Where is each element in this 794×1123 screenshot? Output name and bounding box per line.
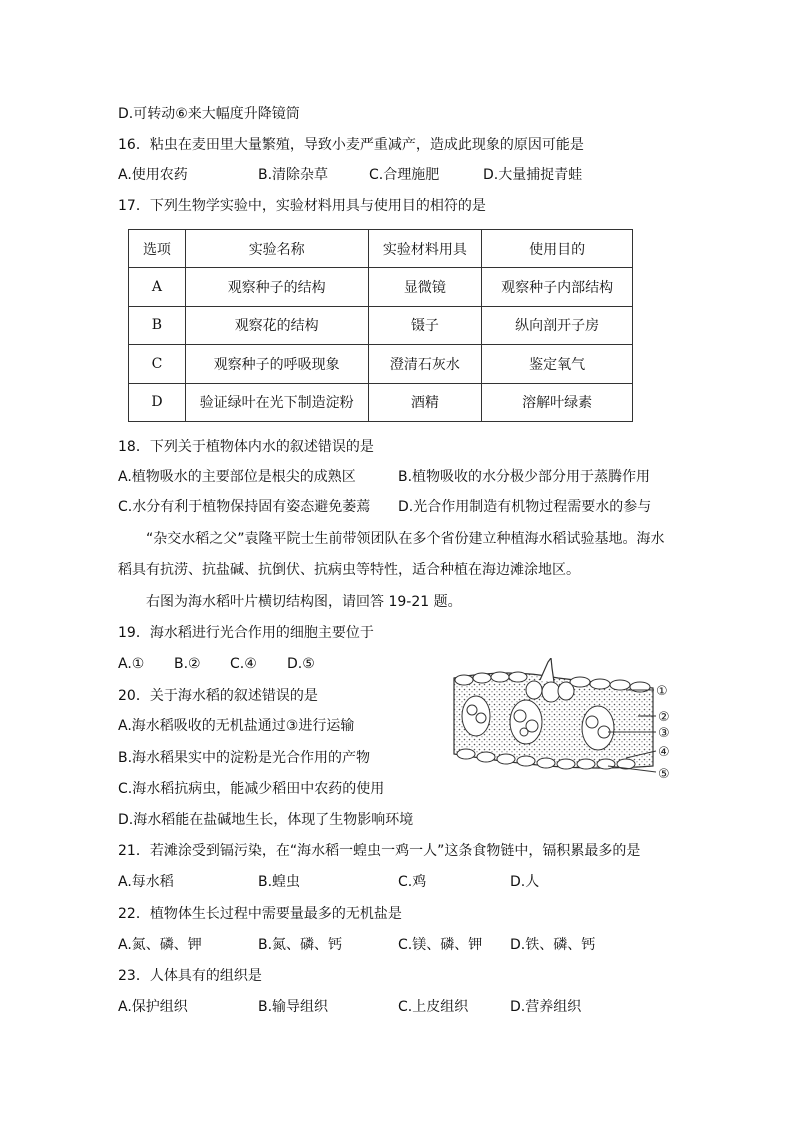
q18-option-d: D.光合作用制造有机物过程需要水的参与	[398, 499, 652, 515]
q19-option-a: A.①	[118, 656, 145, 672]
q17-stem: 17．下列生物学实验中，实验材料用具与使用目的相符的是	[118, 198, 486, 214]
q23-option-b: B.输导组织	[258, 999, 329, 1015]
q22-stem: 22．植物体生长过程中需要量最多的无机盐是	[118, 906, 402, 922]
table-cell: 纵向剖开子房	[482, 306, 633, 344]
q16-option-d: D.大量捕捉青蛙	[483, 167, 583, 183]
diagram-label-2: ②	[658, 710, 670, 725]
q16-option-c: C.合理施肥	[369, 167, 440, 183]
table-row	[129, 306, 633, 344]
table-cell: D	[129, 383, 186, 421]
passage-line-3: 右图为海水稻叶片横切结构图，请回答 19-21 题。	[146, 594, 462, 610]
q23-stem: 23．人体具有的组织是	[118, 968, 262, 984]
q20-option-d: D.海水稻能在盐碱地生长，体现了生物影响环境	[118, 812, 414, 828]
q23-option-d: D.营养组织	[510, 999, 582, 1015]
table-cell: 鉴定氧气	[482, 345, 633, 383]
table-cell: C	[129, 345, 186, 383]
q21-option-a: A.每水稻	[118, 874, 174, 890]
q16-option-b: B.清除杂草	[258, 167, 329, 183]
q18-stem: 18．下列关于植物体内水的叙述错误的是	[118, 439, 374, 455]
table-cell: 澄清石灰水	[368, 345, 482, 383]
passage-line-1: “杂交水稻之父”袁隆平院士生前带领团队在多个省份建立种植海水稻试验基地。海水	[146, 531, 665, 547]
q16-stem: 16．粘虫在麦田里大量繁殖，导致小麦严重减产，造成此现象的原因可能是	[118, 137, 584, 153]
q21-option-d: D.人	[510, 874, 540, 890]
experiment-table	[128, 229, 633, 422]
q23-option-c: C.上皮组织	[398, 999, 469, 1015]
table-cell: 镊子	[368, 306, 482, 344]
q20-option-c: C.海水稻抗病虫，能减少稻田中农药的使用	[118, 781, 385, 797]
q20-stem: 20．关于海水稻的叙述错误的是	[118, 688, 318, 704]
q23-option-a: A.保护组织	[118, 999, 188, 1015]
diagram-label-5: ⑤	[658, 767, 670, 782]
table-cell: 观察种子的结构	[185, 268, 368, 306]
passage-line-2: 稻具有抗涝、抗盐碱、抗倒伏、抗病虫等特性，适合种植在海边滩涂地区。	[118, 562, 580, 578]
q18-option-b: B.植物吸收的水分极少部分用于蒸腾作用	[398, 469, 651, 485]
table-cell: 验证绿叶在光下制造淀粉	[185, 383, 368, 421]
q20-option-b: B.海水稻果实中的淀粉是光合作用的产物	[118, 750, 371, 766]
q22-option-a: A.氮、磷、钾	[118, 937, 202, 953]
q19-option-c: C.④	[230, 656, 257, 672]
q20-option-a: A.海水稻吸收的无机盐通过③进行运输	[118, 718, 355, 734]
table-cell: 显微镜	[368, 268, 482, 306]
q19-option-d: D.⑤	[287, 656, 315, 672]
table-cell: A	[129, 268, 186, 306]
q21-option-c: C.鸡	[398, 874, 427, 890]
q18-option-c: C.水分有利于植物保持固有姿态避免萎蔫	[118, 499, 371, 515]
q21-stem: 21．若滩涂受到镉污染，在“海水稻一蝗虫一鸡一人”这条食物链中，镉积累最多的是	[118, 843, 641, 859]
table-cell: 酒精	[368, 383, 482, 421]
table-header-row	[129, 230, 633, 268]
q19-option-b: B.②	[174, 656, 201, 672]
table-header-cell: 实验材料用具	[368, 230, 482, 268]
q22-option-c: C.镁、磷、钾	[398, 937, 483, 953]
q22-option-b: B.氮、磷、钙	[258, 937, 343, 953]
q16-option-a: A.使用农药	[118, 167, 188, 183]
table-header-cell: 实验名称	[185, 230, 368, 268]
table-cell: 观察种子内部结构	[482, 268, 633, 306]
table-cell: 观察花的结构	[185, 306, 368, 344]
diagram-label-4: ④	[658, 745, 670, 760]
q21-option-b: B.蝗虫	[258, 874, 301, 890]
table-cell: B	[129, 306, 186, 344]
q19-stem: 19．海水稻进行光合作用的细胞主要位于	[118, 625, 374, 641]
q15-option-d: D.可转动⑥来大幅度升降镜筒	[118, 106, 300, 122]
table-header-cell: 选项	[129, 230, 186, 268]
table-cell: 溶解叶绿素	[482, 383, 633, 421]
diagram-label-1: ①	[656, 684, 668, 699]
q18-option-a: A.植物吸水的主要部位是根尖的成熟区	[118, 469, 356, 485]
leaf-cross-section-diagram	[448, 658, 688, 788]
table-header-cell: 使用目的	[482, 230, 633, 268]
table-cell: 观察种子的呼吸现象	[185, 345, 368, 383]
table-row	[129, 383, 633, 421]
table-row	[129, 268, 633, 306]
diagram-label-3: ③	[658, 726, 670, 741]
q22-option-d: D.铁、磷、钙	[510, 937, 596, 953]
table-row	[129, 345, 633, 383]
